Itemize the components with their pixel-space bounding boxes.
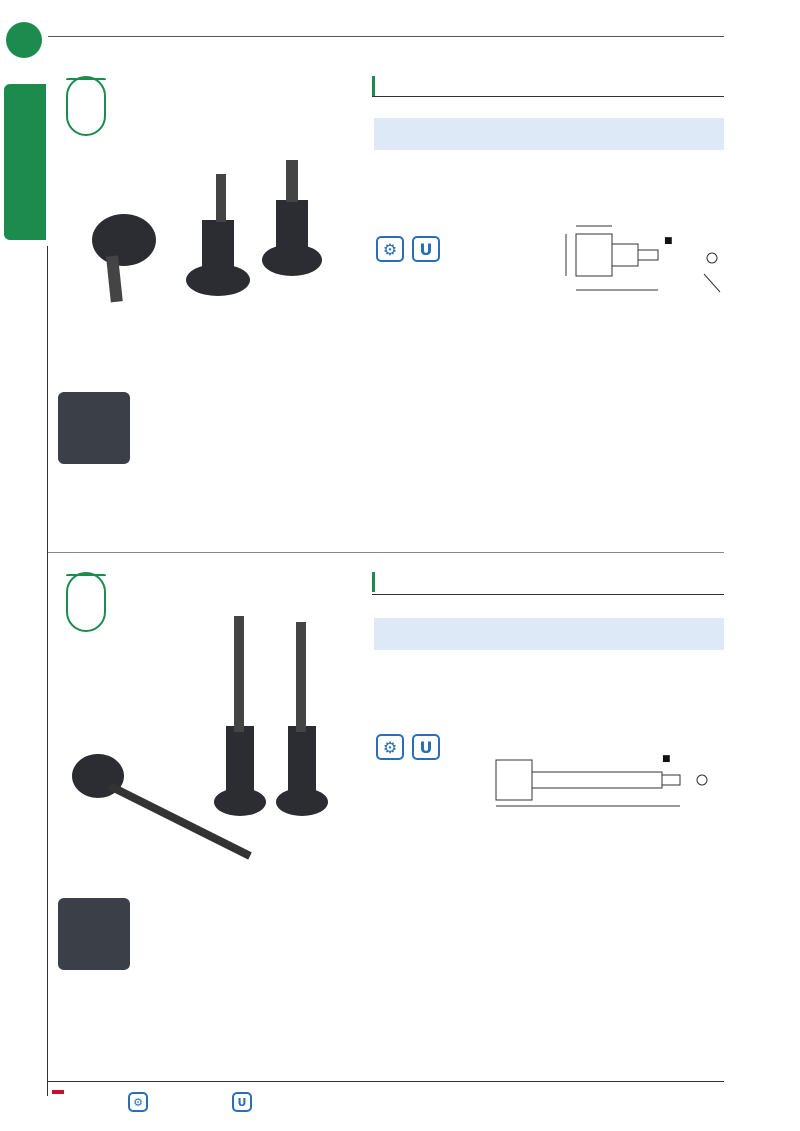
col-pack [602, 118, 636, 150]
magnet-icon: U [412, 734, 440, 760]
dim-magnet: ■ [664, 236, 673, 246]
dim-magnet-2: ■ [662, 754, 671, 764]
magnet-icon: U [232, 1092, 252, 1112]
badge-caption [66, 574, 106, 576]
socket-illustration-1 [70, 160, 340, 330]
footer-divider [48, 1081, 724, 1082]
drive-size-badge [66, 76, 106, 136]
impact-wrench-icon: ⚙ [376, 236, 404, 262]
header-divider [48, 36, 724, 37]
col-price [666, 118, 724, 150]
impact-wrench-icon: ⚙ [128, 1092, 148, 1112]
section-divider [48, 552, 724, 553]
col-model [374, 118, 446, 150]
col-l [561, 134, 602, 150]
badge-caption [66, 78, 106, 80]
col-size [446, 118, 480, 134]
brand-logo [52, 1090, 64, 1094]
magnet-icon: U [412, 236, 440, 262]
col-weight [636, 118, 666, 150]
col-dims [480, 118, 602, 134]
dimension-drawing-2 [470, 740, 720, 830]
brand-logo-icon [6, 22, 42, 58]
tabs-divider [47, 246, 48, 1096]
title-underline [372, 96, 724, 97]
col-l1 [521, 134, 562, 150]
title-bar [372, 76, 375, 96]
magnet-tip-photo [58, 392, 130, 464]
col-d [480, 134, 521, 150]
socket-illustration-2 [70, 616, 350, 866]
spec-table-2 [374, 618, 724, 650]
magnet-tip-photo-2 [58, 898, 130, 970]
side-main-tab[interactable] [4, 84, 46, 240]
col-s [446, 134, 480, 150]
title-bar-2 [372, 572, 375, 592]
spec-table-1 [374, 118, 724, 150]
title-underline-2 [372, 594, 724, 595]
dimension-drawing-1 [556, 214, 726, 304]
impact-wrench-icon: ⚙ [376, 734, 404, 760]
